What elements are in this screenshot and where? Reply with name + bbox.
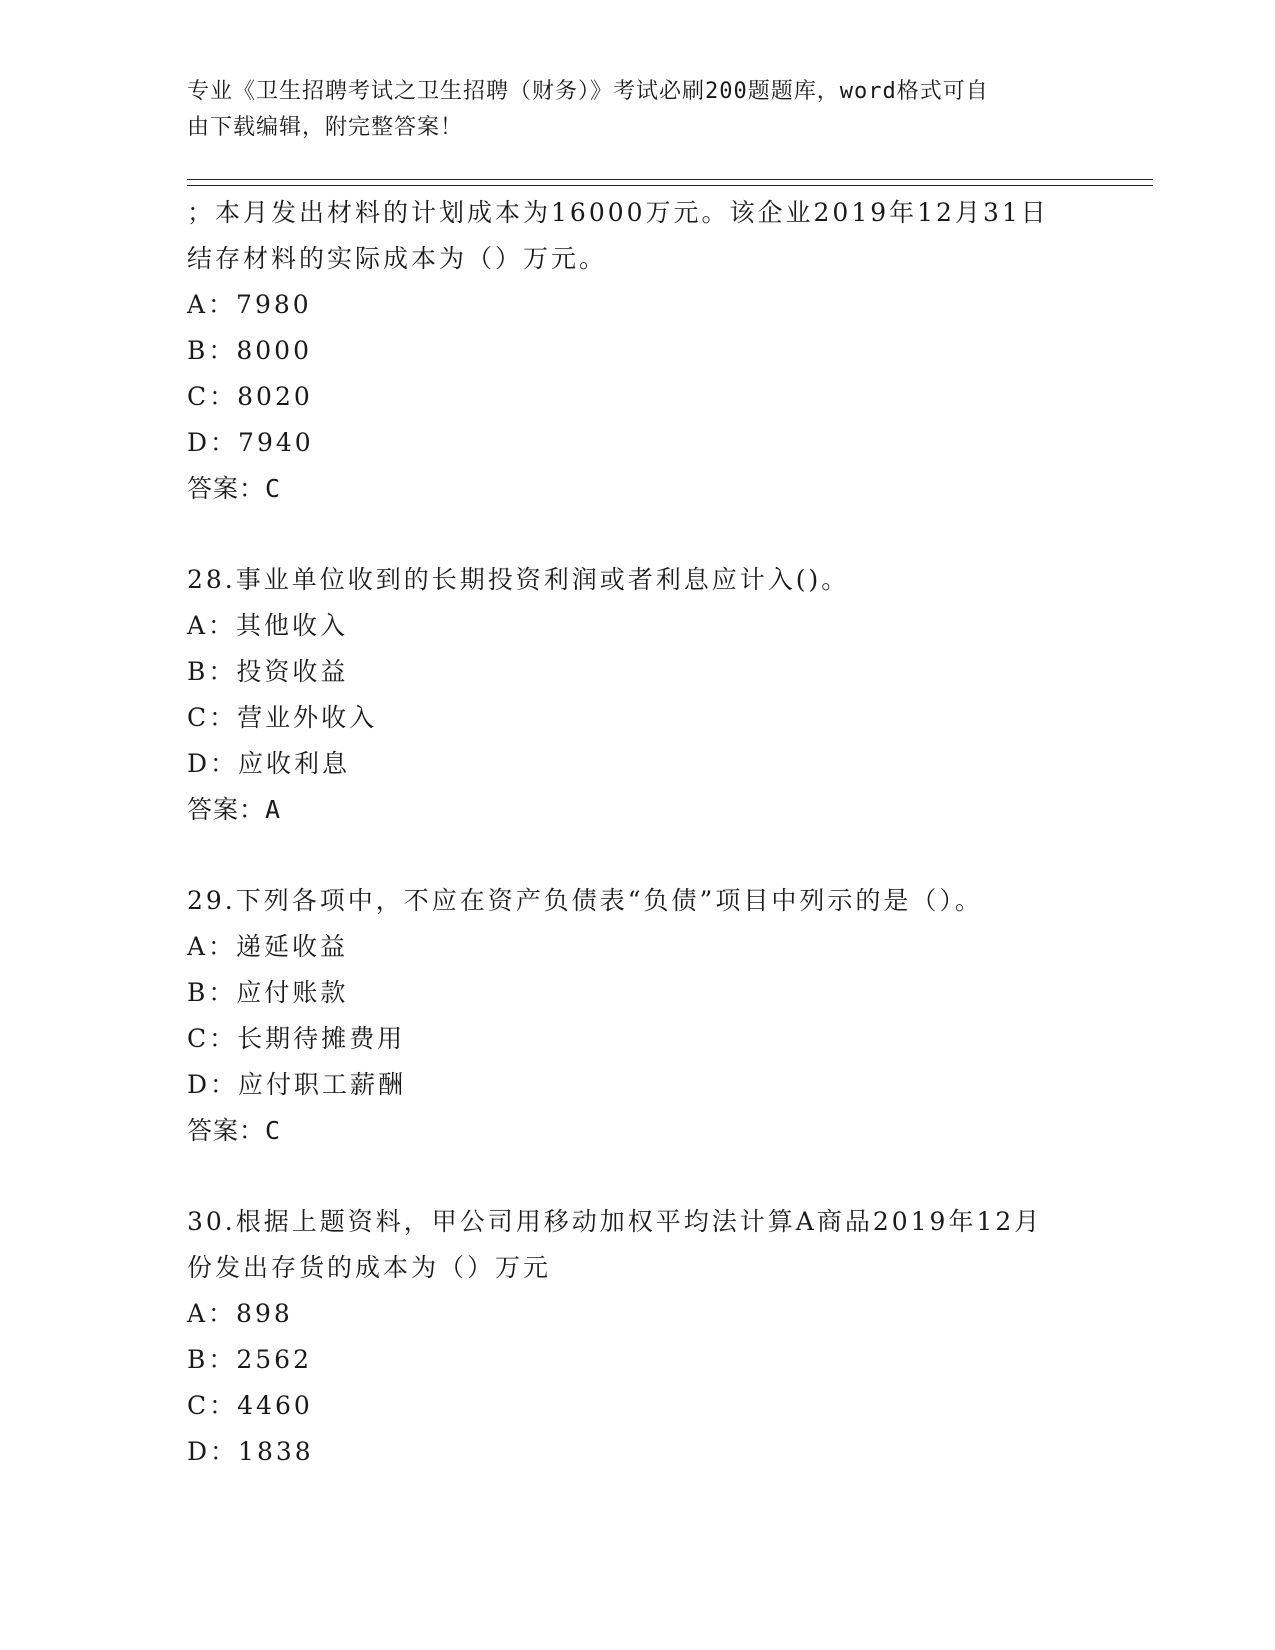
option-c: C：8020 xyxy=(187,382,313,411)
question-list xyxy=(187,190,1087,1475)
option-c: C：营业外收入 xyxy=(187,703,378,732)
option-d: D：应收利息 xyxy=(187,749,351,778)
option-a: A：其他收入 xyxy=(187,611,349,640)
question-27-continuation xyxy=(187,190,1087,512)
question-text: ；本月发出材料的计划成本为16000万元。该企业2019年12月31日 xyxy=(187,198,1049,227)
header-line-2: 由下载编辑，附完整答案！ xyxy=(187,115,464,140)
answer: 答案：A xyxy=(187,795,282,824)
header-divider-bottom xyxy=(187,185,1153,186)
question-28 xyxy=(187,557,1087,833)
spacer xyxy=(187,512,1087,557)
answer: 答案：C xyxy=(187,1116,282,1145)
option-b: B：2562 xyxy=(187,1345,312,1374)
header-divider-top xyxy=(187,179,1153,180)
question-text: 28.事业单位收到的长期投资利润或者利息应计入()。 xyxy=(187,565,850,594)
question-text: 结存材料的实际成本为（）万元。 xyxy=(187,244,608,273)
option-c: C：长期待摊费用 xyxy=(187,1024,406,1053)
answer: 答案：C xyxy=(187,474,282,503)
option-d: D：1838 xyxy=(187,1437,314,1466)
header-line-1: 专业《卫生招聘考试之卫生招聘（财务）》考试必刷200题题库，word格式可自 xyxy=(187,79,989,104)
question-text: 份发出存货的成本为（）万元 xyxy=(187,1253,552,1282)
option-b: B：8000 xyxy=(187,336,312,365)
document-header xyxy=(187,74,1067,146)
question-text: 29.下列各项中，不应在资产负债表“负债”项目中列示的是（）。 xyxy=(187,886,983,915)
option-b: B：应付账款 xyxy=(187,978,349,1007)
question-text: 30.根据上题资料，甲公司用移动加权平均法计算A商品2019年12月 xyxy=(187,1207,1043,1236)
option-a: A：898 xyxy=(187,1299,293,1328)
spacer xyxy=(187,833,1087,878)
option-b: B：投资收益 xyxy=(187,657,349,686)
option-a: A：递延收益 xyxy=(187,932,349,961)
question-29 xyxy=(187,878,1087,1154)
option-a: A：7980 xyxy=(187,290,312,319)
spacer xyxy=(187,1154,1087,1199)
option-d: D：7940 xyxy=(187,428,314,457)
option-c: C：4460 xyxy=(187,1391,313,1420)
option-d: D：应付职工薪酬 xyxy=(187,1070,407,1099)
question-30 xyxy=(187,1199,1087,1475)
